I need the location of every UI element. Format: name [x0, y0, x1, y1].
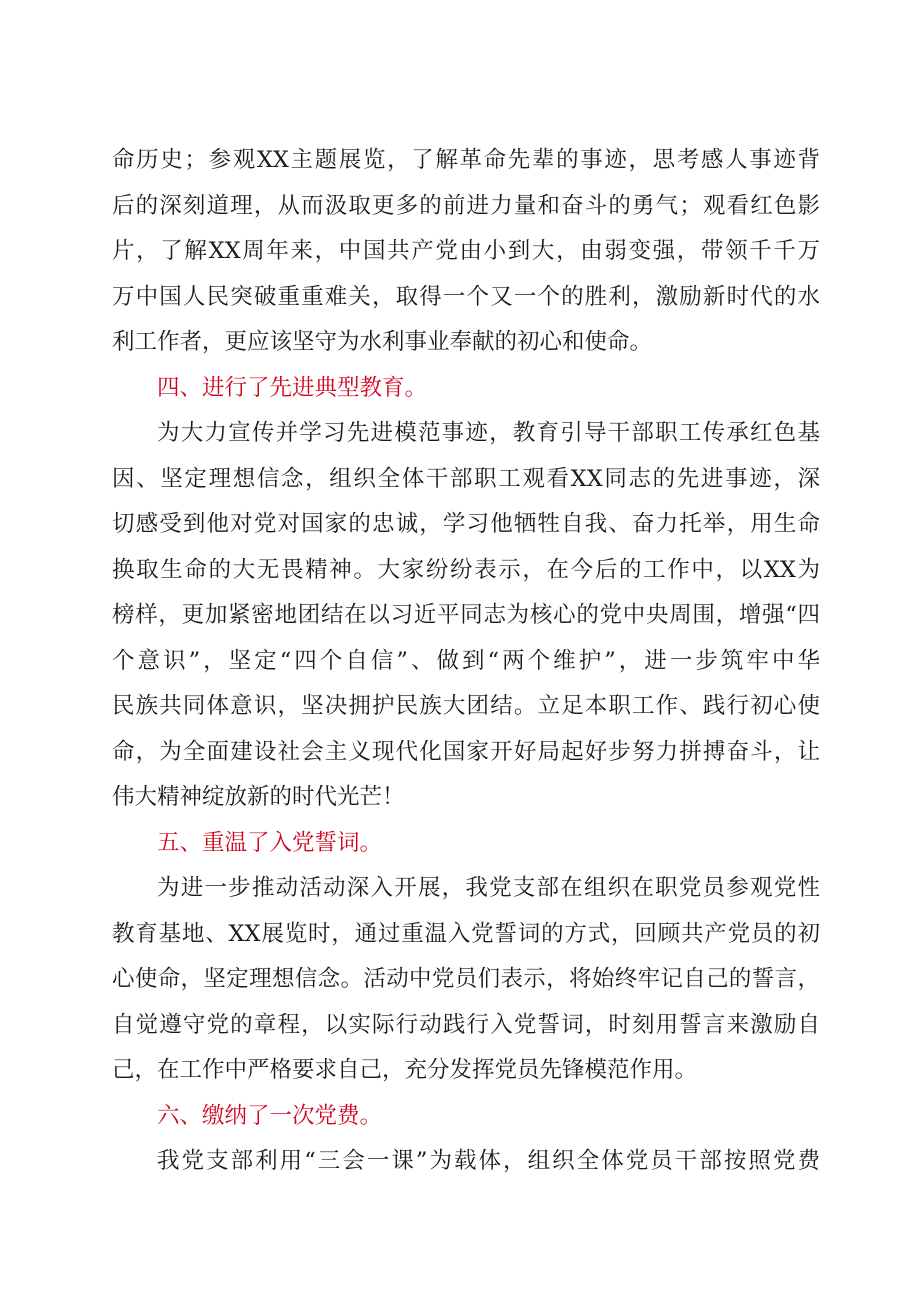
section-heading: 五、重温了入党誓词。	[157, 829, 383, 856]
paragraph-line: 自觉遵守党的章程，以实际行动践行入党誓词，时刻用誓言来激励自	[112, 1011, 820, 1038]
document-page	[112, 138, 820, 1185]
paragraph-line: 切感受到他对党对国家的忠诚，学习他牺牲自我、奋力托举，用生命	[112, 511, 820, 537]
paragraph-line: 为大力宣传并学习先进模范事迹，教育引导干部职工传承红色基	[157, 420, 820, 446]
paragraph-line: 个意识”，坚定“四个自信”、做到“两个维护”，进一步筑牢中华	[112, 647, 820, 674]
paragraph-line: 命，为全面建设社会主义现代化国家开好局起好步努力拼搏奋斗，让	[112, 738, 820, 765]
section-6	[112, 1094, 820, 1185]
paragraph-line: 民族共同体意识，坚决拥护民族大团结。立足本职工作、践行初心使	[112, 693, 820, 719]
section-heading: 六、缴纳了一次党费。	[157, 1102, 383, 1129]
paragraph-line: 片，了解XX周年来，中国共产党由小到大，由弱变强，带领千千万	[112, 238, 820, 264]
paragraph-line: 我党支部利用“三会一课”为载体，组织全体党员干部按照党费	[157, 1148, 820, 1174]
section-heading: 四、进行了先进典型教育。	[157, 374, 428, 401]
section-3-tail	[112, 138, 820, 366]
paragraph-line: 命历史；参观XX主题展览，了解革命先辈的事迹，思考感人事迹背	[112, 147, 820, 173]
paragraph-line: 伟大精神绽放新的时代光芒！	[112, 784, 405, 810]
paragraph-line: 榜样，更加紧密地团结在以习近平同志为核心的党中央周围，增强“四	[112, 602, 820, 628]
paragraph-line: 己，在工作中严格要求自己，充分发挥党员先锋模范作用。	[112, 1057, 698, 1083]
paragraph-line: 利工作者，更应该坚守为水利事业奉献的初心和使命。	[112, 329, 653, 355]
paragraph-line: 后的深刻道理，从而汲取更多的前进力量和奋斗的勇气；观看红色影	[112, 192, 820, 219]
paragraph-line: 心使命，坚定理想信念。活动中党员们表示，将始终牢记自己的誓言，	[112, 966, 820, 992]
paragraph-line: 万中国人民突破重重难关，取得一个又一个的胜利，激励新时代的水	[112, 283, 820, 310]
paragraph-line: 教育基地、XX展览时，通过重温入党誓词的方式，回顾共产党员的初	[112, 920, 820, 947]
paragraph-line: 因、坚定理想信念，组织全体干部职工观看XX同志的先进事迹，深	[112, 465, 820, 492]
section-5	[112, 821, 820, 1094]
paragraph-line: 换取生命的大无畏精神。大家纷纷表示，在今后的工作中，以XX为	[112, 556, 820, 583]
section-4	[112, 366, 820, 821]
paragraph-line: 为进一步推动活动深入开展，我党支部在组织在职党员参观党性	[157, 875, 820, 901]
